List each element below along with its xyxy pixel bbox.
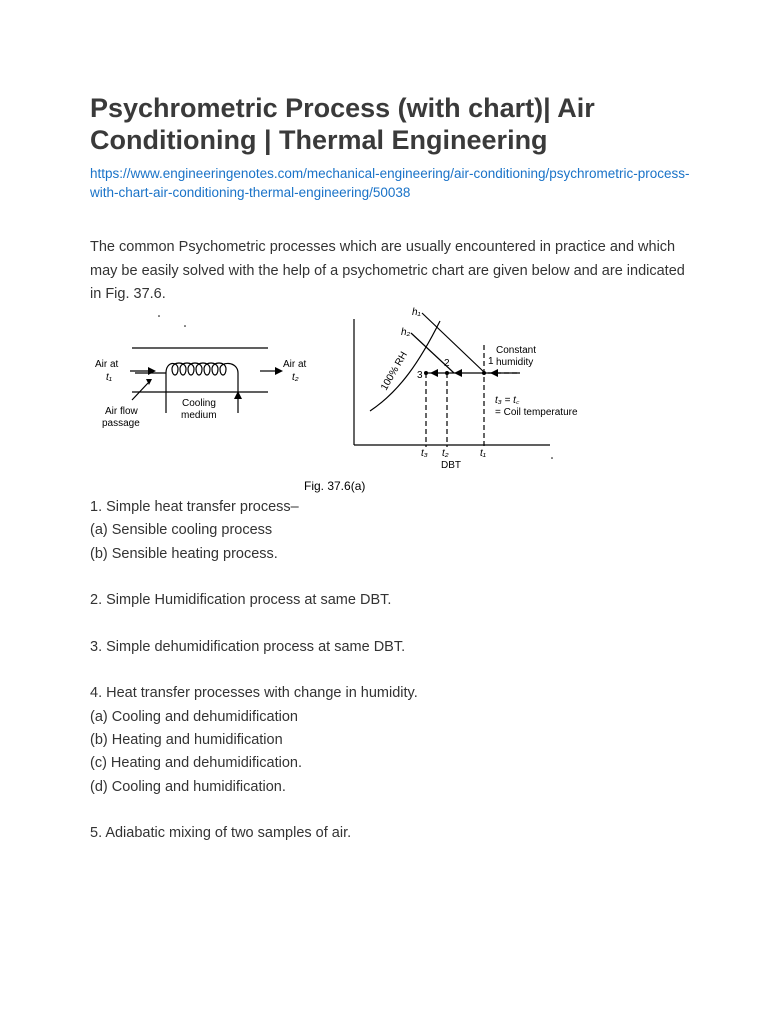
list-item: (a) Sensible cooling process bbox=[90, 522, 273, 539]
t3-equals-tc-label: t₃ = t꜀ bbox=[495, 395, 520, 406]
point-2-label: 2 bbox=[444, 358, 450, 369]
list-item: 2. Simple Humidification process at same DBT. bbox=[90, 592, 392, 609]
air-flow-label: Air flow bbox=[105, 406, 138, 417]
point-3-marker bbox=[424, 371, 428, 375]
coil-icon bbox=[166, 363, 238, 375]
process-arrow-3-icon bbox=[490, 369, 498, 377]
process-arrow-1-icon bbox=[454, 369, 462, 377]
h1-label: h₁ bbox=[412, 307, 421, 318]
list-spacer bbox=[90, 799, 690, 822]
list-item: (b) Sensible heating process. bbox=[90, 545, 278, 562]
medium-label: medium bbox=[181, 410, 217, 421]
x-tick-t2: t₂ bbox=[442, 448, 449, 459]
stray-dot-2 bbox=[184, 325, 186, 327]
figure-37-6a bbox=[90, 305, 610, 495]
constant-label: Constant bbox=[496, 345, 537, 356]
stray-dot-3 bbox=[551, 457, 553, 459]
h2-label: h₂ bbox=[401, 327, 411, 338]
figure-caption: Fig. 37.6(a) bbox=[304, 479, 366, 493]
air-at-inlet-label: Air at bbox=[95, 359, 119, 370]
list-spacer bbox=[90, 612, 690, 635]
list-item: (c) Heating and dehumidification. bbox=[90, 755, 302, 772]
humidity-label: humidity bbox=[496, 357, 534, 368]
t1-inlet-label: t₁ bbox=[106, 372, 112, 383]
x-tick-t1: t₁ bbox=[480, 448, 486, 459]
figure-svg bbox=[90, 305, 610, 495]
t2-outlet-label: t₂ bbox=[292, 372, 299, 383]
point-3-label: 3 bbox=[417, 370, 423, 381]
list-item: (b) Heating and humidification bbox=[90, 731, 283, 748]
list-item: 3. Simple dehumidification process at same DBT. bbox=[90, 638, 406, 655]
outlet-arrow-icon bbox=[275, 367, 283, 375]
process-list bbox=[90, 496, 690, 845]
air-at-outlet-label: Air at bbox=[283, 359, 307, 370]
source-link[interactable]: https://www.engineeringenotes.com/mechanical-engineering/air-conditioning/psychrometric-process-with-chart-air-conditioning-thermal-engineering/50038 bbox=[90, 166, 690, 200]
dbt-axis-label: DBT bbox=[441, 460, 461, 471]
list-item: 5. Adiabatic mixing of two samples of air. bbox=[90, 825, 352, 842]
process-arrow-2-icon bbox=[430, 369, 438, 377]
inlet-arrow-icon bbox=[148, 367, 156, 375]
intro-paragraph: The common Psychometric processes which are usually encountered in practice and which may be easily solved with the help of a psychometric chart are given below and are indicated in Fig. 37.6. bbox=[90, 239, 685, 302]
list-item: 4. Heat transfer processes with change in humidity. bbox=[90, 685, 418, 702]
list-item: 1. Simple heat transfer process– bbox=[90, 499, 299, 515]
coil-temperature-label: = Coil temperature bbox=[495, 407, 578, 418]
enthalpy-line-h1 bbox=[422, 313, 485, 373]
list-item: (a) Cooling and dehumidification bbox=[90, 708, 298, 725]
rh-curve-label: 100% RH bbox=[379, 349, 411, 393]
list-item: (d) Cooling and humidification. bbox=[90, 778, 286, 795]
list-spacer bbox=[90, 566, 690, 589]
point-1-marker bbox=[482, 371, 486, 375]
x-tick-t3: t₃ bbox=[421, 448, 428, 459]
point-2-marker bbox=[445, 371, 449, 375]
page-title: Psychrometric Process (with chart)| Air Conditioning | Thermal Engineering bbox=[90, 93, 595, 155]
point-1-label: 1 bbox=[488, 356, 494, 367]
list-spacer bbox=[90, 659, 690, 682]
cooling-label: Cooling bbox=[182, 398, 216, 409]
stray-dot-1 bbox=[158, 315, 160, 317]
passage-label: passage bbox=[102, 418, 140, 429]
